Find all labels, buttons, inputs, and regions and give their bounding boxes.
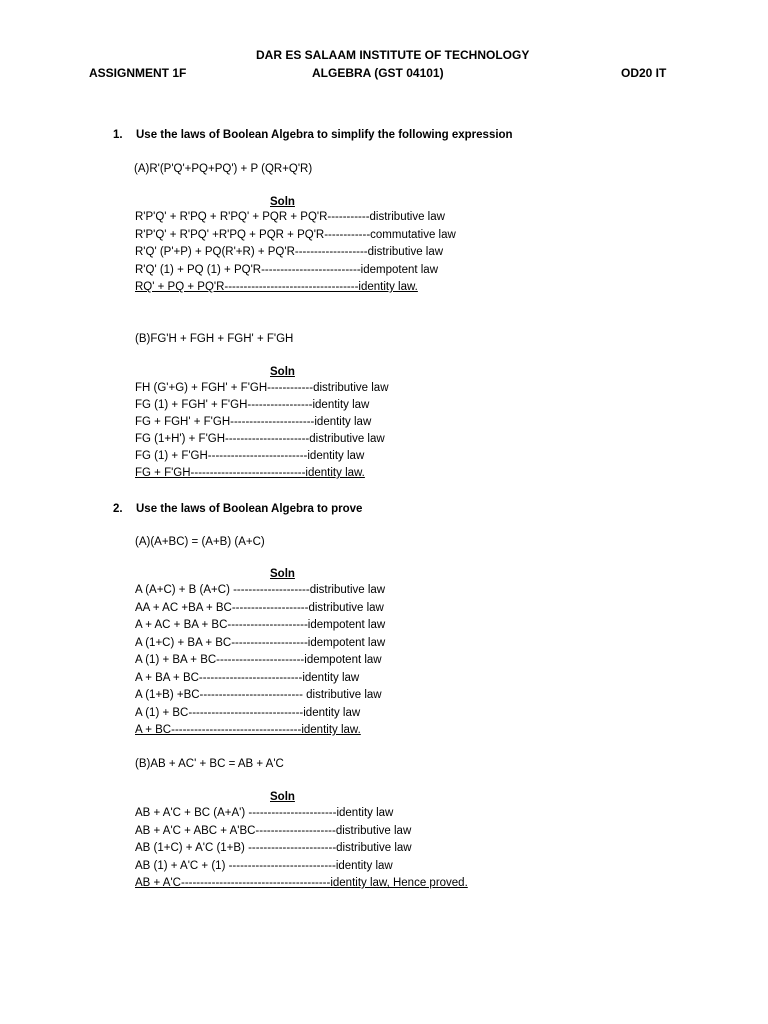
q1-number: 1. [113, 129, 123, 141]
q1-text: Use the laws of Boolean Algebra to simplify the following expression [136, 129, 513, 141]
q2-text: Use the laws of Boolean Algebra to prove [136, 503, 363, 515]
institution-title: DAR ES SALAAM INSTITUTE OF TECHNOLOGY [256, 48, 530, 62]
q2-number: 2. [113, 503, 123, 515]
solution-step: A (A+C) + B (A+C) --------------------distributive law [135, 584, 386, 596]
q2a-soln-heading: Soln [270, 568, 295, 580]
solution-step: R'P'Q' + R'PQ + R'PQ' + PQR + PQ'R-----------distributive law [135, 211, 445, 223]
solution-step: FH (G'+G) + FGH' + F'GH------------distributive law [135, 382, 389, 394]
solution-step: R'Q' (1) + PQ (1) + PQ'R--------------------------idempotent law [135, 263, 439, 276]
solution-step: FG (1) + F'GH--------------------------identity law [135, 450, 365, 462]
solution-step: FG (1) + FGH' + F'GH-----------------identity law [135, 399, 370, 411]
solution-step: A + AC + BA + BC---------------------idempotent law [135, 619, 386, 631]
q1b-expression: (B)FG'H + FGH + FGH' + F'GH [135, 333, 294, 345]
solution-final-step: A + BC----------------------------------identity law. [135, 724, 361, 736]
solution-step: A (1) + BA + BC-----------------------idempotent law [135, 654, 382, 666]
course-title: ALGEBRA (GST 04101) [312, 66, 444, 80]
assignment-label: ASSIGNMENT 1F [89, 66, 187, 80]
q2a-expression: (A)(A+BC) = (A+B) (A+C) [135, 536, 265, 548]
solution-final-step: RQ' + PQ + PQ'R-----------------------------------identity law. [135, 281, 418, 293]
solution-final-step: FG + F'GH------------------------------identity law. [135, 467, 365, 479]
solution-step: AB + A'C + ABC + A'BC---------------------distributive law [135, 824, 412, 837]
solution-step: R'P'Q' + R'PQ' +R'PQ + PQR + PQ'R------------commutative law [135, 228, 456, 241]
solution-step: FG (1+H') + F'GH----------------------distributive law [135, 433, 385, 445]
solution-step: AB (1) + A'C + (1) ----------------------------identity law [135, 859, 393, 872]
q2b-soln-heading: Soln [270, 791, 295, 803]
solution-step: R'Q' (P'+P) + PQ(R'+R) + PQ'R-------------------distributive law [135, 246, 444, 258]
q1b-soln-heading: Soln [270, 366, 295, 378]
solution-step: AB (1+C) + A'C (1+B) -----------------------distributive law [135, 842, 412, 854]
solution-step: AA + AC +BA + BC--------------------distributive law [135, 601, 384, 614]
class-code: OD20 IT [621, 66, 667, 80]
q1a-expression: (A)R'(P'Q'+PQ+PQ') + P (QR+Q'R) [134, 163, 313, 175]
solution-step: A + BA + BC---------------------------identity law [135, 671, 360, 684]
solution-final-step: AB + A'C---------------------------------------identity law, Hence proved. [135, 877, 468, 889]
q1a-soln-heading: Soln [270, 196, 295, 208]
q2b-expression: (B)AB + AC' + BC = AB + A'C [135, 758, 284, 770]
solution-step: A (1) + BC------------------------------identity law [135, 706, 361, 719]
solution-step: AB + A'C + BC (A+A') -----------------------identity law [135, 807, 394, 819]
solution-step: A (1+C) + BA + BC--------------------idempotent law [135, 636, 386, 649]
solution-step: FG + FGH' + F'GH----------------------identity law [135, 416, 372, 428]
solution-step: A (1+B) +BC--------------------------- distributive law [135, 689, 382, 701]
